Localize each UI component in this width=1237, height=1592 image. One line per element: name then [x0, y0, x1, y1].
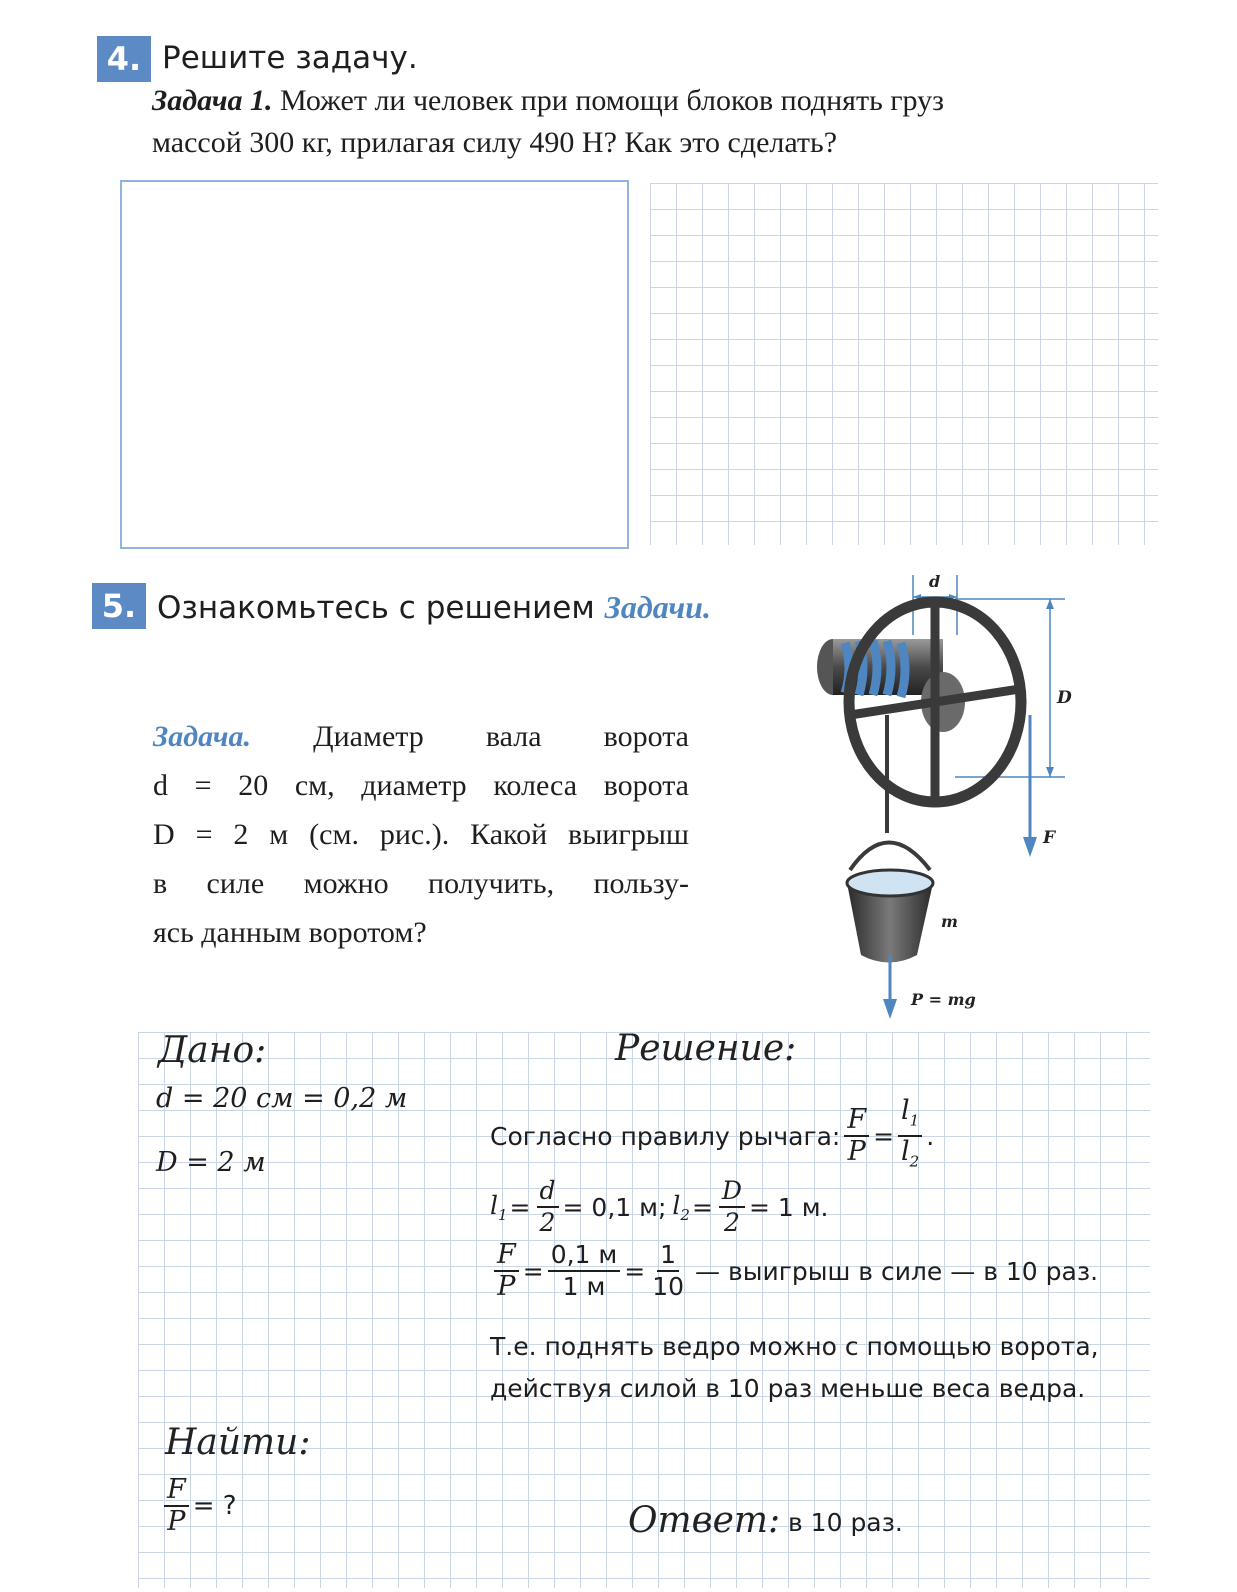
problem-line-2: d = 20 см, диаметр колеса ворота: [153, 769, 689, 802]
force-F-arrow: [1023, 715, 1057, 857]
weight-P-arrow: [883, 955, 976, 1019]
task-4-badge: 4.: [97, 36, 151, 82]
answer-heading: Ответ:: [628, 1500, 781, 1541]
find-expression: $\frac{F}{P}$ = ?: [160, 1475, 237, 1537]
answer-text: в 10 раз.: [788, 1508, 903, 1537]
problem-label: Задача 1.: [152, 84, 273, 117]
wheel: [849, 602, 1021, 802]
label-F: F: [1043, 828, 1056, 848]
find-fraction: $\frac{F}{P}$: [164, 1475, 189, 1537]
label-D: D: [1057, 688, 1072, 708]
answer-box[interactable]: [120, 180, 629, 549]
rule-fraction-left: $\frac{F}{P}$: [844, 1105, 869, 1167]
ratio-line: $\frac{F}{P}$ = $\frac{0,1 м}{1 м}$ = $\frac{1}{10}$ — выигрыш в силе — в 10 раз.: [490, 1240, 1098, 1302]
problem-line-5: ясь данным воротом?: [153, 916, 427, 949]
d-over-2: $\frac{d}{2}$: [537, 1176, 559, 1238]
given-D: D = 2 м: [156, 1147, 266, 1178]
task-5-problem: [153, 712, 689, 957]
grid-area-task4[interactable]: [650, 183, 1158, 545]
drum: [817, 639, 965, 732]
task-5-badge: 5.: [92, 583, 146, 629]
task-5-title: Ознакомьтесь с решением Задачи.: [157, 589, 711, 626]
task-4-title: Решите задачу.: [162, 40, 418, 76]
problem-label: Задача.: [153, 720, 251, 753]
task-4-problem: [152, 80, 1162, 164]
problem-line-4: в силе можно получить, пользу-: [153, 867, 689, 900]
given-heading: Дано:: [158, 1030, 267, 1071]
find-heading: Найти:: [165, 1422, 311, 1463]
problem-text-line2: массой 300 кг, прилагая силу 490 Н? Как это сделать?: [152, 126, 838, 159]
windlass-figure: [805, 565, 1095, 1020]
solution-heading: Решение:: [615, 1028, 797, 1069]
F-over-P: $\frac{F}{P}$: [494, 1240, 519, 1302]
ratio-fraction-2: $\frac{1}{10}$: [652, 1240, 685, 1301]
D-over-2: $\frac{D}{2}$: [719, 1176, 745, 1238]
ratio-fraction-1: $\frac{0,1 м}{1 м}$: [548, 1240, 621, 1302]
problem-line-1: Задача. Диаметр вала ворота: [153, 720, 690, 753]
conclusion: Т.е. поднять ведро можно с помощью ворота, действуя силой в 10 раз меньше веса ведра.: [490, 1332, 1099, 1403]
label-m: m: [941, 912, 958, 931]
given-d: d = 20 см = 0,2 м: [156, 1083, 408, 1114]
label-l1: l₁: [913, 738, 926, 756]
task-5-title-highlight: Задачи.: [604, 589, 711, 625]
problem-text-line1: Может ли человек при помощи блоков поднять груз: [280, 84, 945, 117]
label-P: P = mg: [911, 990, 976, 1009]
label-d: d: [929, 572, 941, 591]
rule-fraction-right: $\frac{l_1}{l_2}$: [898, 1096, 922, 1177]
arm-lengths-line: $l_1$ = $\frac{d}{2}$ = 0,1 м; $l_2$ = $\frac{D}{2}$ = 1 м.: [490, 1176, 829, 1237]
lever-rule-line: Согласно правилу рычага: $\frac{F}{P}$ = $\frac{l_1}{l_2}$ .: [490, 1096, 934, 1177]
problem-line-3: D = 2 м (см. рис.). Какой выигрыш: [153, 818, 689, 851]
label-l2: l₂: [983, 713, 996, 731]
